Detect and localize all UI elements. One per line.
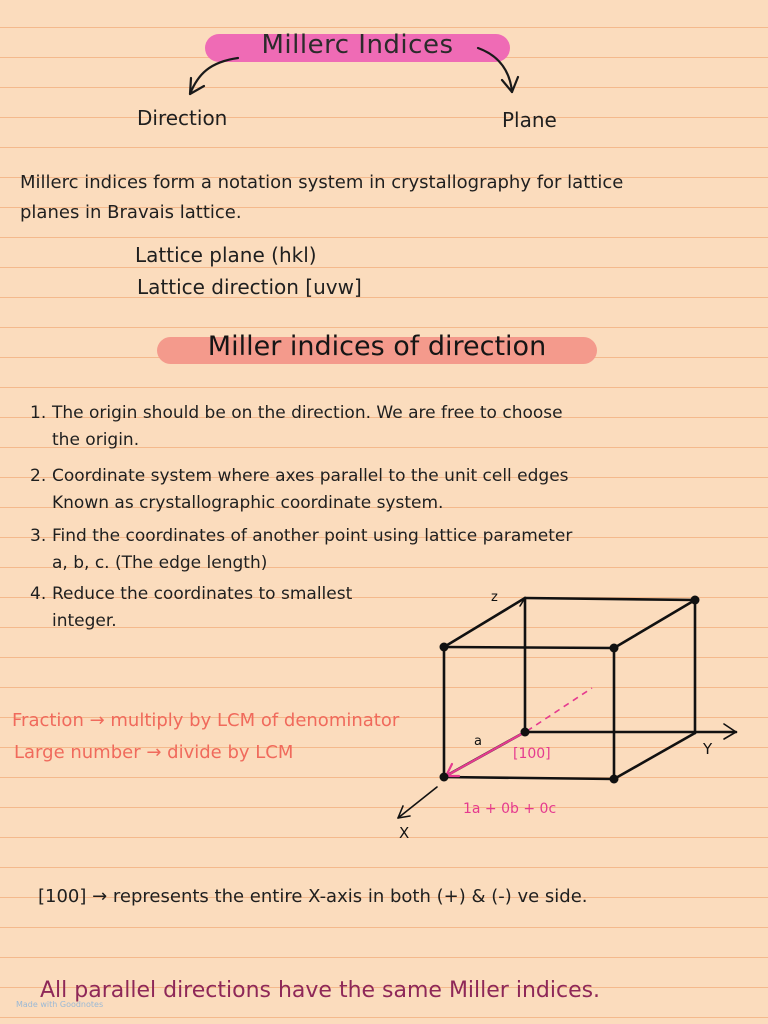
edge-label: a xyxy=(474,734,482,749)
branch-plane-label: Plane xyxy=(502,108,557,132)
step-3-number: 3. xyxy=(30,526,47,546)
rule-large-number: Large number → divide by LCM xyxy=(14,742,294,763)
intro-line-2: planes in Bravais lattice. xyxy=(20,202,242,223)
step-4-number: 4. xyxy=(30,584,47,604)
step-4-line-1: Reduce the coordinates to smallest xyxy=(52,584,353,604)
step-3-line-2: a, b, c. (The edge length) xyxy=(52,553,268,573)
direction-extension-dashed xyxy=(527,688,592,731)
axis-y-label: Y xyxy=(703,740,713,758)
section-title: Miller indices of direction xyxy=(207,331,547,362)
axis-x-label: X xyxy=(399,824,410,842)
lattice-plane-notation: Lattice plane (hkl) xyxy=(135,243,317,267)
axis-arrows xyxy=(398,598,736,818)
step-3-line-1: Find the coordinates of another point using lattice parameter xyxy=(52,526,573,546)
intro-line-1: Millerc indices form a notation system in crystallography for lattice xyxy=(20,172,624,193)
step-1-line-1: The origin should be on the direction. We are free to choose xyxy=(52,403,563,423)
vector-components-label: 1a + 0b + 0c xyxy=(463,801,557,817)
rule-fraction: Fraction → multiply by LCM of denominator xyxy=(12,710,400,731)
step-4-line-2: integer. xyxy=(52,611,117,631)
step-1-number: 1. xyxy=(30,403,47,423)
step-1-line-2: the origin. xyxy=(52,430,140,450)
conclusion-text: [100] → represents the entire X-axis in both (+) & (-) ve side. xyxy=(38,886,588,907)
branch-direction-label: Direction xyxy=(137,106,228,130)
step-2-line-1: Coordinate system where axes parallel to the unit cell edges xyxy=(52,466,569,486)
footer-text: All parallel directions have the same Miller indices. xyxy=(40,978,601,1003)
axis-z-label: z xyxy=(491,590,498,605)
direction-index-label: [100] xyxy=(513,746,551,762)
page-title: Millerc Indices xyxy=(261,30,454,60)
step-2-number: 2. xyxy=(30,466,47,486)
goodnotes-watermark: Made with Goodnotes xyxy=(16,1000,104,1009)
step-2-line-2: Known as crystallographic coordinate system. xyxy=(52,493,444,513)
lattice-direction-notation: Lattice direction [uvw] xyxy=(137,275,362,299)
cube-vertices xyxy=(440,596,700,784)
